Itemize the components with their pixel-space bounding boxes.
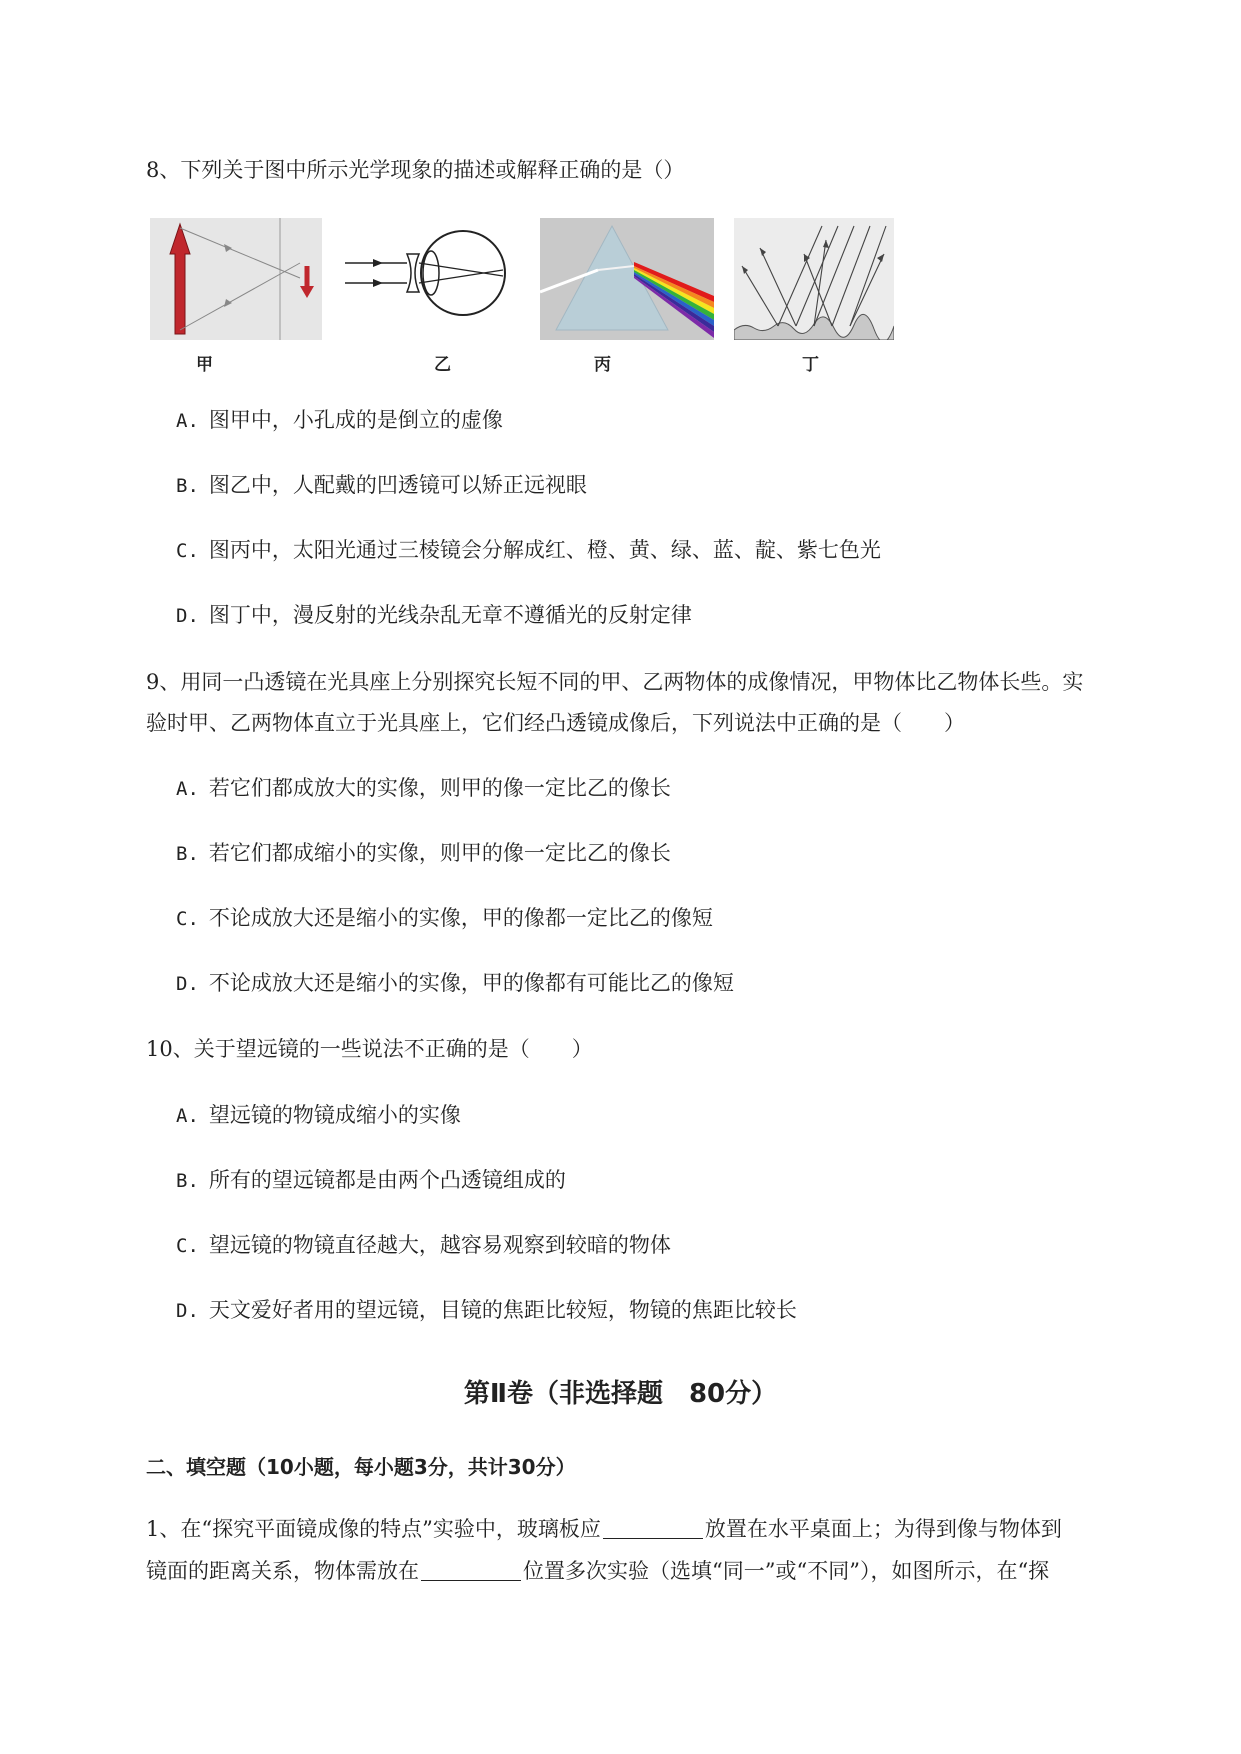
q8-option-d <box>176 600 1136 631</box>
q10-option-c <box>176 1230 1136 1261</box>
option-text: 图丙中，太阳光通过三棱镜会分解成红、橙、黄、绿、蓝、靛、紫七色光 <box>208 538 881 562</box>
option-text: 图丁中，漫反射的光线杂乱无章不遵循光的反射定律 <box>208 603 692 627</box>
figure-label-yi: 乙 <box>434 355 451 375</box>
option-text: 不论成放大还是缩小的实像，甲的像都一定比乙的像短 <box>208 906 713 930</box>
figure-label-bing: 丙 <box>594 355 611 375</box>
q8-option-a <box>176 405 1136 436</box>
option-letter: C. <box>176 908 199 930</box>
figure-yi-eye-lens <box>345 218 513 340</box>
fill1-text-c: 镜面的距离关系，物体需放在 <box>146 1559 419 1583</box>
option-text: 所有的望远镜都是由两个凸透镜组成的 <box>208 1168 566 1192</box>
option-text: 天文爱好者用的望远镜，目镜的焦距比较短，物镜的焦距比较长 <box>208 1298 797 1322</box>
fill1-line1 <box>146 1514 1146 1544</box>
option-text: 若它们都成缩小的实像，则甲的像一定比乙的像长 <box>208 841 671 865</box>
option-letter: B. <box>176 843 199 865</box>
q8-option-b <box>176 470 1136 501</box>
section-title: 第Ⅱ卷（非选择题 80分） <box>463 1379 778 1409</box>
figure-jia-pinhole <box>150 218 322 340</box>
q8-stem: 8、下列关于图中所示光学现象的描述或解释正确的是（） <box>146 158 685 182</box>
option-letter: C. <box>176 1235 199 1257</box>
answer-blank-2 <box>421 1558 521 1581</box>
q9-stem-line2: 验时甲、乙两物体直立于光具座上，它们经凸透镜成像后，下列说法中正确的是（ ） <box>146 711 965 735</box>
option-letter: A. <box>176 410 199 432</box>
fill1-text-d: 位置多次实验（选填“同一”或“不同”），如图所示，在“探 <box>523 1559 1050 1583</box>
option-letter: D. <box>176 605 199 627</box>
q10-stem: 10、关于望远镜的一些说法不正确的是（ ） <box>146 1037 593 1061</box>
q9-option-d <box>176 968 1136 999</box>
option-text: 图乙中，人配戴的凹透镜可以矫正远视眼 <box>208 473 587 497</box>
option-text: 图甲中，小孔成的是倒立的虚像 <box>208 408 503 432</box>
q10-option-a <box>176 1100 1136 1131</box>
q8-option-c <box>176 535 1136 566</box>
option-text: 望远镜的物镜成缩小的实像 <box>208 1103 461 1127</box>
q9-option-b <box>176 838 1136 869</box>
option-letter: A. <box>176 1105 199 1127</box>
option-text: 不论成放大还是缩小的实像，甲的像都有可能比乙的像短 <box>208 971 734 995</box>
option-letter: D. <box>176 973 199 995</box>
figure-ding-diffuse-reflection <box>734 218 894 340</box>
q9-option-a <box>176 773 1136 804</box>
figure-label-jia: 甲 <box>196 355 213 375</box>
option-text: 望远镜的物镜直径越大，越容易观察到较暗的物体 <box>208 1233 671 1257</box>
option-letter: A. <box>176 778 199 800</box>
option-letter: B. <box>176 475 199 497</box>
answer-blank-1 <box>603 1516 703 1539</box>
fill1-line2 <box>146 1556 1146 1586</box>
option-letter: C. <box>176 540 199 562</box>
option-letter: D. <box>176 1300 199 1322</box>
option-text: 若它们都成放大的实像，则甲的像一定比乙的像长 <box>208 776 671 800</box>
q10-option-b <box>176 1165 1136 1196</box>
figure-label-ding: 丁 <box>802 355 819 375</box>
section-subtitle: 二、填空题（10小题，每小题3分，共计30分） <box>146 1455 576 1479</box>
figure-bing-prism <box>540 218 714 340</box>
fill1-text-a: 1、在“探究平面镜成像的特点”实验中，玻璃板应 <box>146 1517 601 1541</box>
q9-option-c <box>176 903 1136 934</box>
q10-option-d <box>176 1295 1136 1326</box>
option-letter: B. <box>176 1170 199 1192</box>
q9-stem-line1: 9、用同一凸透镜在光具座上分别探究长短不同的甲、乙两物体的成像情况，甲物体比乙物体长些。实 <box>146 670 1084 694</box>
fill1-text-b: 放置在水平桌面上；为得到像与物体到 <box>704 1517 1062 1541</box>
